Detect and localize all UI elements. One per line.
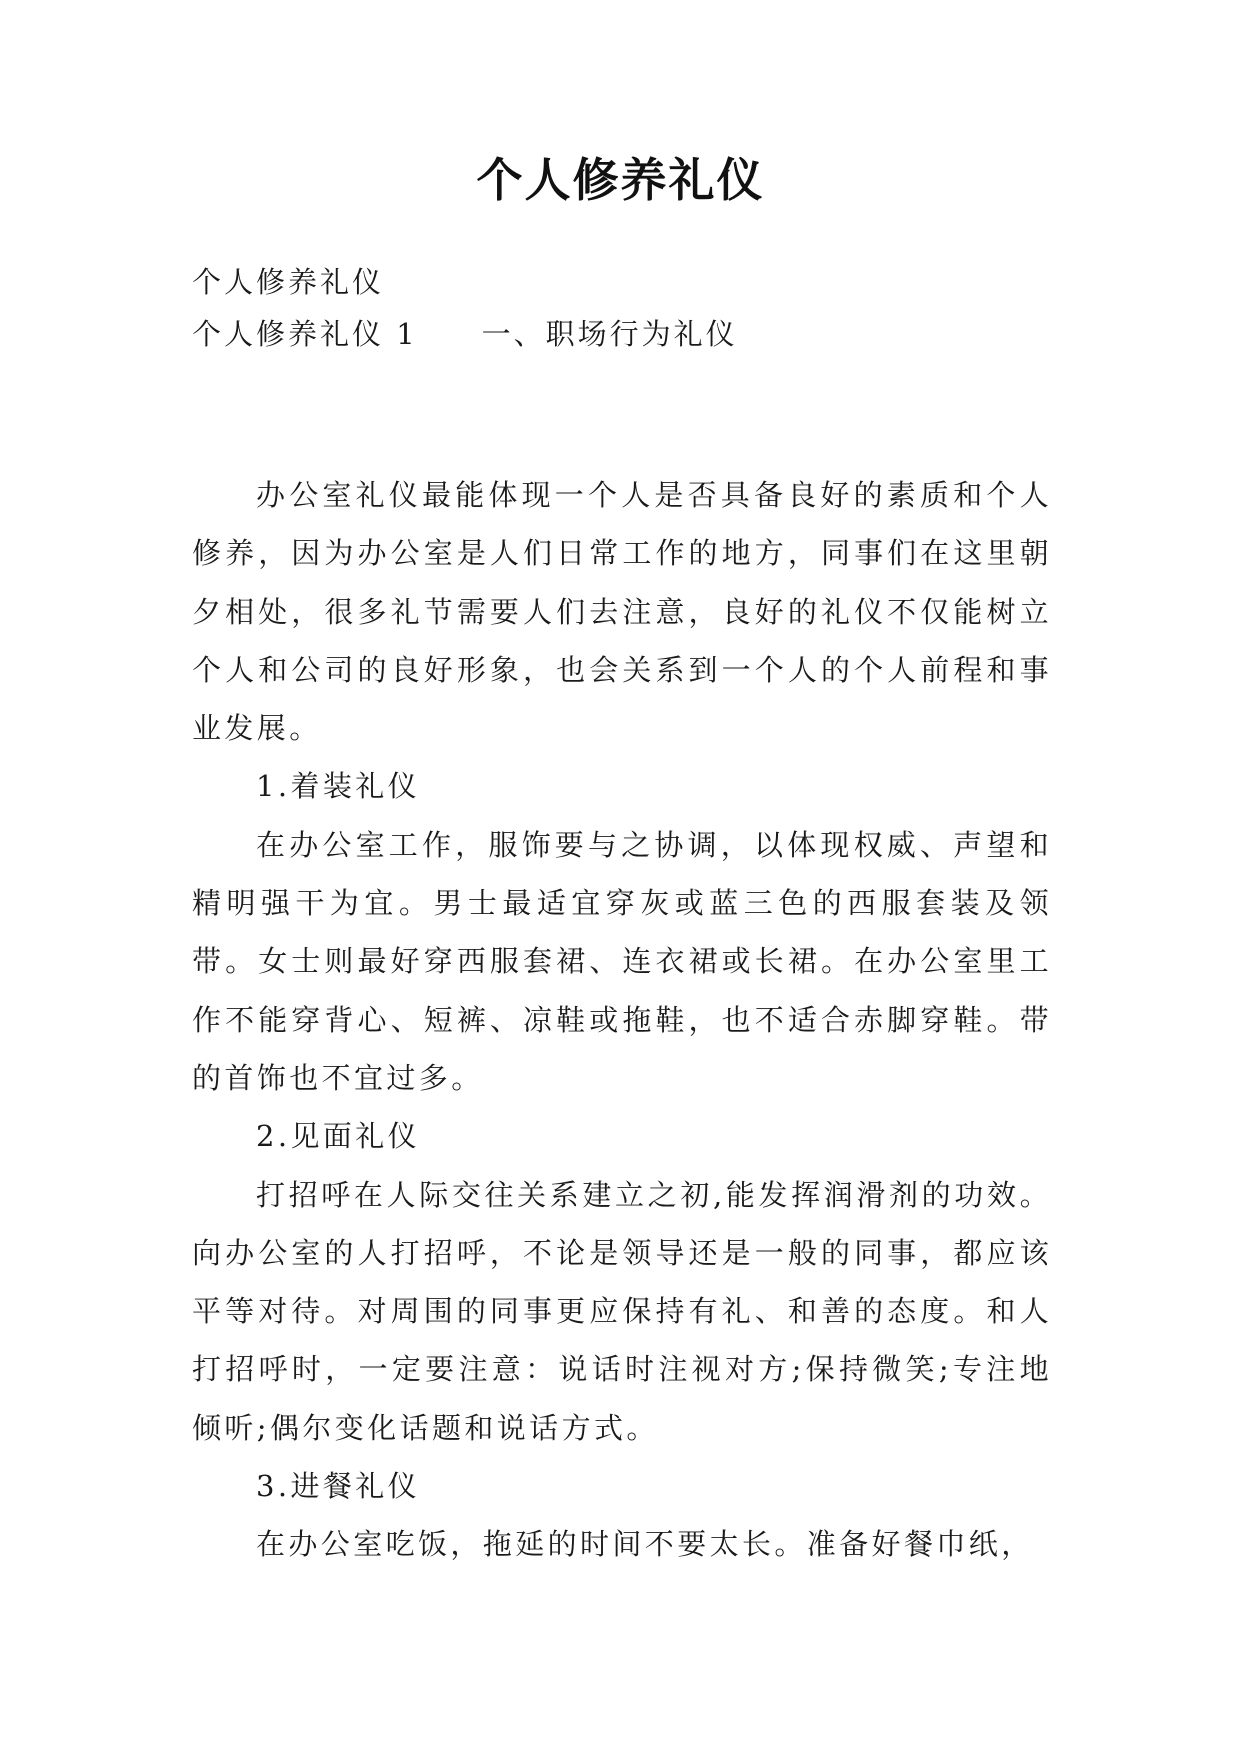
section-text-dress: 在办公室工作，服饰要与之协调，以体现权威、声望和精明强干为宜。男士最适宜穿灰或蓝三色的西服套装及领带。女士则最好穿西服套裙、连衣裙或长裙。在办公室里工作不能穿背心、短裤、凉鞋或拖鞋，也不适合赤脚穿鞋。带的首饰也不宜过多。 [192, 827, 1052, 1095]
section-text-greeting: 打招呼在人际交往关系建立之初,能发挥润滑剂的功效。向办公室的人打招呼，不论是领导还是一般的同事，都应该平等对待。对周围的同事更应保持有礼、和善的态度。和人打招呼时，一定要注意：说话时注视对方;保持微笑;专注地倾听;偶尔变化话题和说话方式。 [192, 1177, 1052, 1445]
section-label: 个人修养礼仪 1 [192, 317, 418, 351]
intro-paragraph: 办公室礼仪最能体现一个人是否具备良好的素质和个人修养，因为办公室是人们日常工作的地方，同事们在这里朝夕相处，很多礼节需要人们去注意，良好的礼仪不仅能树立个人和公司的良好形象，也会关系到一个人的个人前程和事业发展。 [192, 478, 1052, 746]
document-subtitle: 个人修养礼仪 [192, 265, 385, 299]
section-text-dining: 在办公室吃饭，拖延的时间不要太长。准备好餐巾纸， [256, 1527, 1034, 1562]
section-heading: 一、职场行为礼仪 [481, 317, 738, 351]
document-body [192, 466, 1052, 1574]
document-title: 个人修养礼仪 [476, 153, 765, 207]
section-heading-dress: 1.着装礼仪 [256, 769, 421, 804]
section-title-line [192, 314, 738, 354]
section-heading-greeting: 2.见面礼仪 [256, 1119, 421, 1154]
section-heading-dining: 3.进餐礼仪 [256, 1469, 421, 1504]
